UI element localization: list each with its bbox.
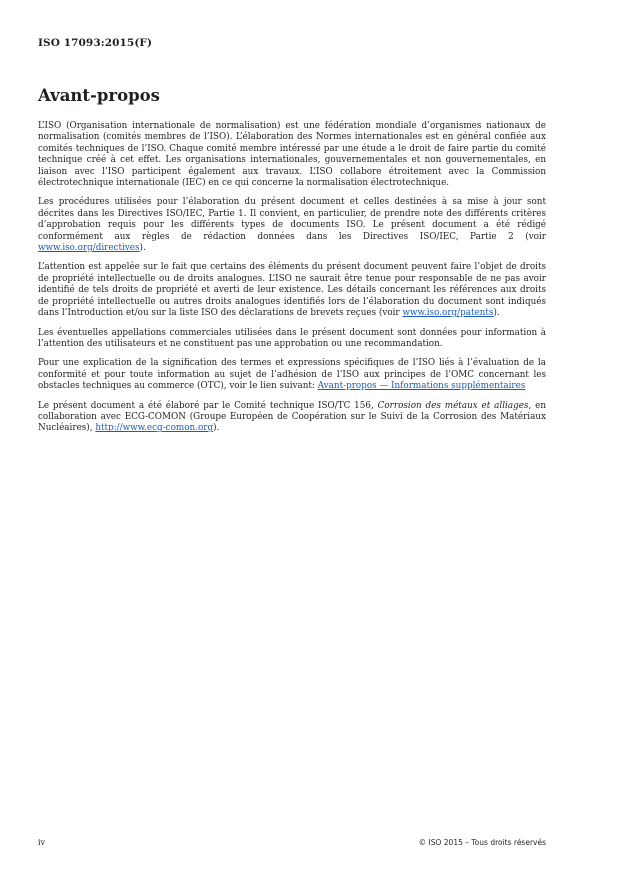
- document-reference: ISO 17093:2015(F): [38, 37, 153, 49]
- committee-title: Corrosion des métaux et alliages: [377, 400, 529, 411]
- paragraph-text-end: ).: [213, 423, 220, 434]
- paragraph-iso-intro: L’ISO (Organisation internationale de normalisation) est une fédération mondiale d’organismes nationaux de normalisation (comités membres de l’ISO). L’élaboration des Normes internationales est en général confiée aux comités techniques de l’ISO. Chaque comité membre intéressé par une étude a le droit de faire partie du comité technique créé à cet effet. Les organisations internationales, gouvernementales et non gouvernementales, en liaison avec l’ISO participent également aux travaux. L’ISO collabore étroitement avec la Commission électrotechnique internationale (IEC) en ce qui concerne la normalisation électrotechnique.: [38, 121, 546, 189]
- ecg-comon-link[interactable]: http://www.ecg-comon.org: [95, 423, 214, 434]
- page-number: iv: [38, 838, 46, 847]
- copyright-notice: © ISO 2015 – Tous droits réservés: [418, 838, 546, 847]
- paragraph-trade-names: Les éventuelles appellations commerciales utilisées dans le présent document sont données pour information à l’attention des utilisateurs et ne constituent pas une approbation ou une recommandation.: [38, 327, 546, 349]
- paragraph-text: Le présent document a été élaboré par le Comité technique ISO/TC 156,: [38, 400, 378, 411]
- paragraph-text: Pour une explication de la signification des termes et expressions spécifiques de l’ISO liés à l’évaluation de la conformité et pour toute information au sujet de l’adhésion de l’ISO aux principes de l’OMC concernant les obstacles techniques au commerce (OTC), voir le lien suivant:: [38, 358, 546, 392]
- directives-link[interactable]: www.iso.org/directives: [38, 243, 140, 254]
- patents-link[interactable]: www.iso.org/patents: [402, 308, 494, 319]
- paragraph-text-end: ).: [139, 243, 146, 254]
- paragraph-wto: [38, 358, 546, 392]
- foreword-body: [38, 121, 546, 443]
- paragraph-text-middle: , en collaboration avec ECG-COMON (Groupe Européen de Coopération sur le Suivi de la Corrosion des Matériaux Nucléaires),: [38, 400, 546, 434]
- paragraph-text: Les procédures utilisées pour l’élaboration du présent document et celles destinées à sa mise à jour sont décrites dans les Directives ISO/IEC, Partie 1. Il convient, en particulier, de prendre note des différents critères d’approbation requis pour les différents types de documents ISO. Le présent document a été rédigé conformément aux règles de rédaction données dans les Directives ISO/IEC, Partie 2 (voir: [38, 197, 546, 242]
- paragraph-procedures: [38, 197, 546, 254]
- foreword-info-link[interactable]: Avant-propos — Informations supplémentaires: [317, 381, 526, 392]
- paragraph-committee: [38, 401, 546, 435]
- paragraph-text: L’attention est appelée sur le fait que certains des éléments du présent document peuvent faire l’objet de droits de propriété intellectuelle ou de droits analogues. L’ISO ne saurait être tenue pour responsable de ne pas avoir identifié de tels droits de propriété et averti de leur existence. Les détails concernant les références aux droits de propriété intellectuelle ou autres droits analogues identifiés lors de l’élaboration du document sont indiqués dans l’Introduction et/ou sur la liste ISO des déclarations de brevets reçues (voir: [38, 262, 546, 319]
- paragraph-text-end: ).: [493, 308, 500, 319]
- paragraph-patents: [38, 262, 546, 319]
- page-title: Avant-propos: [38, 86, 160, 105]
